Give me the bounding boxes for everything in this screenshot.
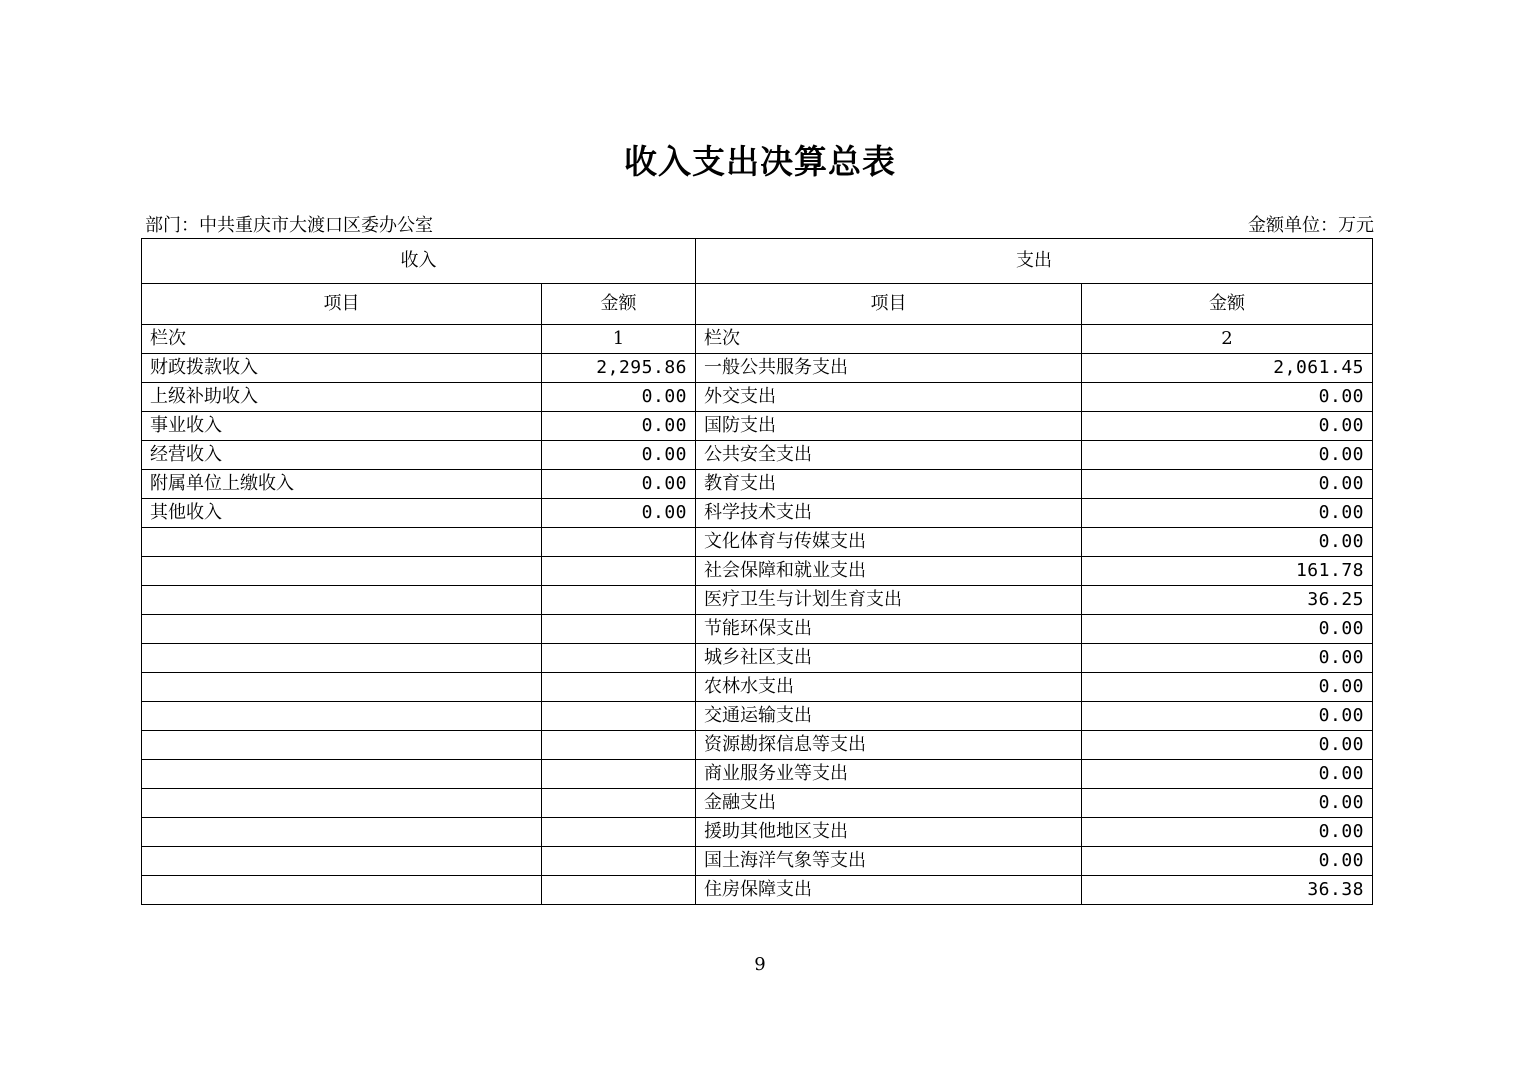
column-index-left: 1 bbox=[542, 325, 696, 354]
expense-item-cell: 农林水支出 bbox=[696, 673, 1082, 702]
income-item-cell bbox=[142, 673, 542, 702]
income-amount-cell: 2,295.86 bbox=[542, 354, 696, 383]
income-item-header: 项目 bbox=[142, 284, 542, 325]
expense-amount-cell: 161.78 bbox=[1082, 557, 1373, 586]
table-row bbox=[142, 412, 1373, 441]
income-item-cell bbox=[142, 557, 542, 586]
income-amount-cell bbox=[542, 528, 696, 557]
expense-amount-cell: 36.38 bbox=[1082, 876, 1373, 905]
expense-item-cell: 国土海洋气象等支出 bbox=[696, 847, 1082, 876]
expense-item-cell: 外交支出 bbox=[696, 383, 1082, 412]
table-row bbox=[142, 644, 1373, 673]
income-item-cell bbox=[142, 789, 542, 818]
income-amount-cell bbox=[542, 673, 696, 702]
column-index-row bbox=[142, 325, 1373, 354]
table-row bbox=[142, 702, 1373, 731]
expense-item-cell: 社会保障和就业支出 bbox=[696, 557, 1082, 586]
expense-amount-header: 金额 bbox=[1082, 284, 1373, 325]
table-row bbox=[142, 586, 1373, 615]
income-item-cell bbox=[142, 644, 542, 673]
column-index-label-left: 栏次 bbox=[142, 325, 542, 354]
income-amount-cell: 0.00 bbox=[542, 383, 696, 412]
expense-amount-cell: 2,061.45 bbox=[1082, 354, 1373, 383]
column-index-right: 2 bbox=[1082, 325, 1373, 354]
table-row bbox=[142, 876, 1373, 905]
table-row bbox=[142, 557, 1373, 586]
income-section-header: 收入 bbox=[142, 239, 696, 284]
table-row bbox=[142, 789, 1373, 818]
table-row bbox=[142, 354, 1373, 383]
income-amount-cell bbox=[542, 557, 696, 586]
expense-amount-cell: 0.00 bbox=[1082, 789, 1373, 818]
income-amount-cell bbox=[542, 586, 696, 615]
expense-item-cell: 国防支出 bbox=[696, 412, 1082, 441]
expense-amount-cell: 0.00 bbox=[1082, 441, 1373, 470]
table-row bbox=[142, 441, 1373, 470]
expense-item-cell: 住房保障支出 bbox=[696, 876, 1082, 905]
income-item-cell: 经营收入 bbox=[142, 441, 542, 470]
page-number: 9 bbox=[754, 954, 766, 975]
expense-amount-cell: 0.00 bbox=[1082, 528, 1373, 557]
table-row bbox=[142, 731, 1373, 760]
expense-amount-cell: 0.00 bbox=[1082, 673, 1373, 702]
income-amount-cell: 0.00 bbox=[542, 441, 696, 470]
income-amount-cell: 0.00 bbox=[542, 412, 696, 441]
income-item-cell: 附属单位上缴收入 bbox=[142, 470, 542, 499]
income-item-cell bbox=[142, 586, 542, 615]
table-row bbox=[142, 528, 1373, 557]
income-amount-cell: 0.00 bbox=[542, 470, 696, 499]
page-title: 收入支出决算总表 bbox=[624, 142, 896, 181]
table-row bbox=[142, 499, 1373, 528]
table-row bbox=[142, 615, 1373, 644]
expense-item-cell: 交通运输支出 bbox=[696, 702, 1082, 731]
income-item-cell bbox=[142, 818, 542, 847]
income-item-cell: 事业收入 bbox=[142, 412, 542, 441]
income-item-cell bbox=[142, 731, 542, 760]
income-amount-cell bbox=[542, 644, 696, 673]
table-row bbox=[142, 470, 1373, 499]
income-item-cell: 财政拨款收入 bbox=[142, 354, 542, 383]
expense-amount-cell: 0.00 bbox=[1082, 412, 1373, 441]
expense-item-header: 项目 bbox=[696, 284, 1082, 325]
column-index-label-right: 栏次 bbox=[696, 325, 1082, 354]
income-amount-cell bbox=[542, 760, 696, 789]
expense-amount-cell: 0.00 bbox=[1082, 383, 1373, 412]
expense-amount-cell: 0.00 bbox=[1082, 818, 1373, 847]
expense-item-cell: 教育支出 bbox=[696, 470, 1082, 499]
expense-item-cell: 医疗卫生与计划生育支出 bbox=[696, 586, 1082, 615]
income-item-cell bbox=[142, 528, 542, 557]
expense-item-cell: 一般公共服务支出 bbox=[696, 354, 1082, 383]
expense-amount-cell: 0.00 bbox=[1082, 644, 1373, 673]
table-row bbox=[142, 673, 1373, 702]
income-amount-cell bbox=[542, 702, 696, 731]
income-item-cell bbox=[142, 760, 542, 789]
expense-item-cell: 金融支出 bbox=[696, 789, 1082, 818]
expense-amount-cell: 0.00 bbox=[1082, 615, 1373, 644]
income-amount-cell bbox=[542, 789, 696, 818]
header-row-columns bbox=[142, 284, 1373, 325]
income-expense-table bbox=[141, 238, 1373, 905]
income-item-cell bbox=[142, 847, 542, 876]
expense-amount-cell: 0.00 bbox=[1082, 847, 1373, 876]
department-label: 部门：中共重庆市大渡口区委办公室 bbox=[145, 215, 433, 236]
expense-item-cell: 公共安全支出 bbox=[696, 441, 1082, 470]
expense-amount-cell: 0.00 bbox=[1082, 702, 1373, 731]
income-amount-cell: 0.00 bbox=[542, 499, 696, 528]
expense-item-cell: 科学技术支出 bbox=[696, 499, 1082, 528]
expense-item-cell: 文化体育与传媒支出 bbox=[696, 528, 1082, 557]
expense-item-cell: 援助其他地区支出 bbox=[696, 818, 1082, 847]
expense-section-header: 支出 bbox=[696, 239, 1373, 284]
expense-amount-cell: 0.00 bbox=[1082, 760, 1373, 789]
expense-amount-cell: 0.00 bbox=[1082, 499, 1373, 528]
expense-item-cell: 资源勘探信息等支出 bbox=[696, 731, 1082, 760]
expense-item-cell: 节能环保支出 bbox=[696, 615, 1082, 644]
table-row bbox=[142, 847, 1373, 876]
income-amount-cell bbox=[542, 876, 696, 905]
table-row bbox=[142, 818, 1373, 847]
table-row bbox=[142, 760, 1373, 789]
expense-amount-cell: 36.25 bbox=[1082, 586, 1373, 615]
expense-item-cell: 城乡社区支出 bbox=[696, 644, 1082, 673]
income-item-cell: 上级补助收入 bbox=[142, 383, 542, 412]
income-amount-cell bbox=[542, 615, 696, 644]
income-item-cell bbox=[142, 615, 542, 644]
table-row bbox=[142, 383, 1373, 412]
income-item-cell bbox=[142, 876, 542, 905]
unit-label: 金额单位：万元 bbox=[1248, 215, 1374, 236]
income-amount-cell bbox=[542, 847, 696, 876]
expense-amount-cell: 0.00 bbox=[1082, 731, 1373, 760]
income-amount-cell bbox=[542, 731, 696, 760]
income-amount-cell bbox=[542, 818, 696, 847]
income-amount-header: 金额 bbox=[542, 284, 696, 325]
expense-amount-cell: 0.00 bbox=[1082, 470, 1373, 499]
expense-item-cell: 商业服务业等支出 bbox=[696, 760, 1082, 789]
income-item-cell: 其他收入 bbox=[142, 499, 542, 528]
income-item-cell bbox=[142, 702, 542, 731]
header-row-sections bbox=[142, 239, 1373, 284]
